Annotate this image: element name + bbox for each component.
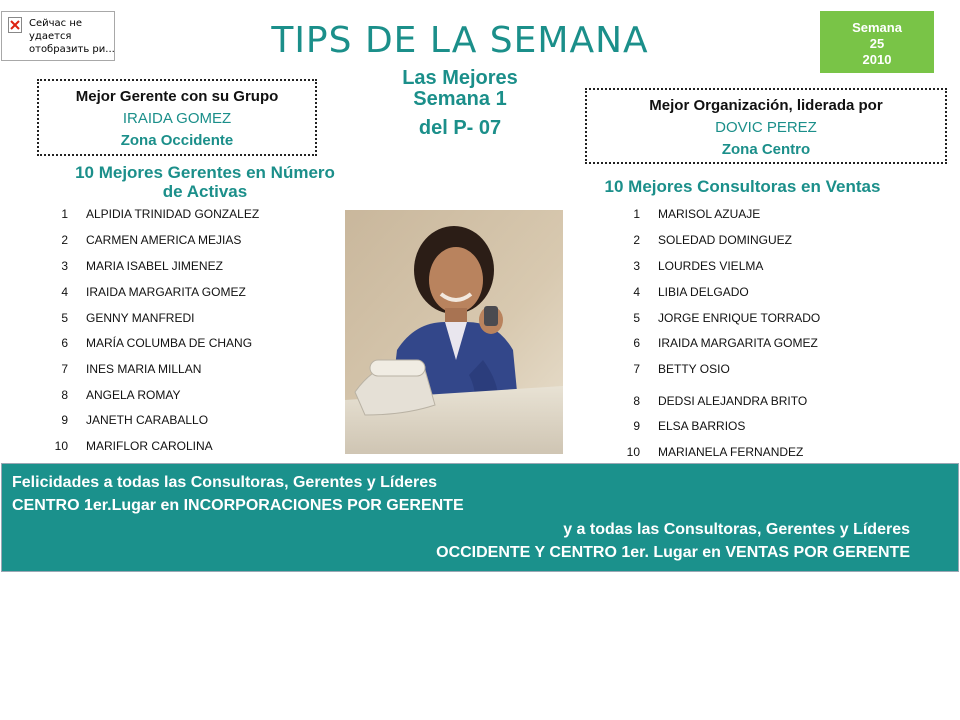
rank-name: MARÍA COLUMBA DE CHANG — [86, 336, 253, 350]
rank-number: 5 — [61, 311, 68, 325]
week-badge-label: Semana — [852, 20, 902, 35]
rank-name: CARMEN AMERICA MEJIAS — [86, 233, 242, 247]
best-manager-title: Mejor Gerente con su Grupo — [75, 88, 279, 105]
rank-name: INES MARIA MILLAN — [86, 362, 202, 376]
broken-image-icon — [8, 17, 22, 38]
rank-number: 3 — [633, 259, 640, 273]
rank-name: MARIANELA FERNANDEZ — [658, 445, 804, 459]
rank-number: 2 — [633, 233, 640, 247]
rank-name: MARIFLOR CAROLINA — [86, 439, 213, 453]
rank-name: ELSA BARRIOS — [658, 419, 746, 433]
banner-line3: y a todas las Consultoras, Gerentes y Líderes — [563, 521, 910, 538]
rank-number: 9 — [61, 413, 68, 427]
rank-name: JORGE ENRIQUE TORRADO — [658, 311, 821, 325]
rank-name: IRAIDA MARGARITA GOMEZ — [86, 285, 246, 299]
rank-number: 3 — [61, 259, 68, 273]
rank-number: 6 — [61, 336, 68, 350]
rank-name: SOLEDAD DOMINGUEZ — [658, 233, 793, 247]
broken-image-placeholder — [1, 11, 115, 61]
best-heading-line1: Las Mejores — [402, 67, 518, 89]
rank-number: 4 — [61, 285, 68, 299]
top-consultants-title: 10 Mejores Consultoras en Ventas — [604, 177, 881, 196]
rank-name: ALPIDIA TRINIDAD GONZALEZ — [86, 207, 260, 221]
broken-image-text — [29, 17, 115, 56]
broken-image-line: Сейчас не — [29, 18, 83, 29]
broken-image-line: удается — [29, 31, 72, 42]
best-manager-zone: Zona Occidente — [120, 132, 234, 149]
banner-line4: OCCIDENTE Y CENTRO 1er. Lugar en VENTAS POR GERENTE — [436, 544, 910, 561]
rank-name: LIBIA DELGADO — [658, 285, 749, 299]
rank-name: IRAIDA MARGARITA GOMEZ — [658, 336, 818, 350]
best-organization-box — [585, 88, 947, 164]
top-managers-title — [30, 163, 380, 201]
rank-number: 1 — [61, 207, 68, 221]
rank-name: BETTY OSIO — [658, 362, 730, 376]
rank-name: JANETH CARABALLO — [86, 413, 209, 427]
rank-name: GENNY MANFREDI — [86, 311, 195, 325]
rank-number: 10 — [54, 439, 68, 453]
rank-number: 8 — [61, 388, 68, 402]
best-organization-title: Mejor Organización, liderada por — [649, 97, 883, 114]
best-organization-zone: Zona Centro — [721, 141, 811, 158]
rank-name: LOURDES VIELMA — [658, 259, 764, 273]
rank-number: 8 — [633, 394, 640, 408]
rank-number: 2 — [61, 233, 68, 247]
rank-name: MARISOL AZUAJE — [658, 207, 761, 221]
broken-image-line: отобразить ри... — [29, 44, 115, 55]
best-organization-name: DOVIC PEREZ — [715, 119, 817, 136]
week-badge — [820, 11, 934, 73]
rank-number: 4 — [633, 285, 640, 299]
rank-name: DEDSI ALEJANDRA BRITO — [658, 394, 808, 408]
banner-line2: CENTRO 1er.Lugar en INCORPORACIONES POR GERENTE — [12, 497, 464, 514]
best-manager-box — [37, 79, 317, 156]
rank-name: ANGELA ROMAY — [86, 388, 181, 402]
top-managers-title-line1: 10 Mejores Gerentes en Número — [75, 163, 335, 182]
best-manager-name: IRAIDA GOMEZ — [122, 110, 232, 127]
page-title: TIPS DE LA SEMANA — [271, 20, 649, 61]
rank-number: 9 — [633, 419, 640, 433]
top-managers-title-line2: de Activas — [162, 182, 248, 201]
rank-number: 1 — [633, 207, 640, 221]
rank-number: 5 — [633, 311, 640, 325]
week-badge-year: 2010 — [862, 52, 892, 67]
congratulations-banner — [1, 463, 959, 572]
week-badge-number: 25 — [869, 36, 885, 51]
rank-number: 6 — [633, 336, 640, 350]
best-heading-line3: del P- 07 — [418, 117, 502, 139]
rank-number: 7 — [61, 362, 68, 376]
rank-name: MARIA ISABEL JIMENEZ — [86, 259, 223, 273]
best-of-week-heading — [360, 68, 560, 139]
banner-line1: Felicidades a todas las Consultoras, Gerentes y Líderes — [12, 474, 438, 491]
rank-number: 10 — [626, 445, 640, 459]
best-heading-line2: Semana 1 — [413, 88, 507, 110]
businesswoman-photo — [345, 210, 563, 454]
rank-number: 7 — [633, 362, 640, 376]
